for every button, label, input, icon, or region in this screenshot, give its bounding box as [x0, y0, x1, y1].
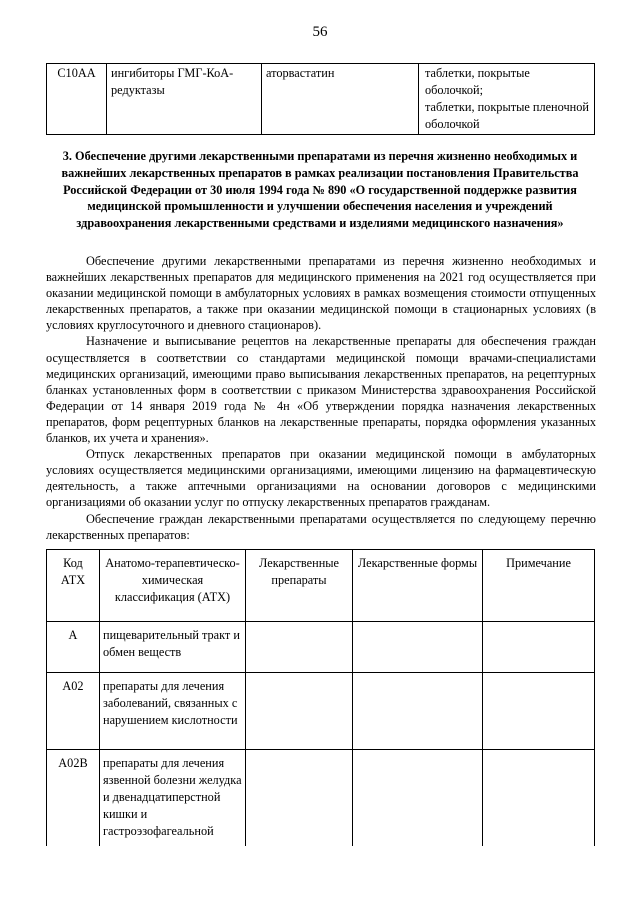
header-cell-drugs: Лекарственные препараты	[246, 550, 353, 622]
table-header-row	[47, 550, 595, 622]
table-row	[47, 64, 595, 135]
atc-code-cell: А02	[47, 673, 100, 750]
header-cell-classification: Анатомо-терапевтическо-химическая классификация (АТХ)	[100, 550, 246, 622]
drug-cell: аторвастатин	[262, 64, 419, 135]
classification-cell: пищеварительный тракт и обмен веществ	[100, 621, 246, 673]
body-text	[46, 253, 596, 543]
drug-cell	[246, 673, 353, 750]
paragraph: Обеспечение другими лекарственными препаратами из перечня жизненно необходимых и важнейших лекарственных препаратов для медицинского применения на 2021 год осуществляется при оказании медицинской помощи в амбулаторных условиях в рамках возмещения стоимости отпущенных лекарственных препаратов, а также при оказании медицинской помощи в стационарных условиях (в условиях круглосуточного и дневного стационаров).	[46, 254, 596, 333]
note-cell	[483, 621, 595, 673]
drug-list-table	[46, 549, 595, 846]
atc-code-cell: А02В	[47, 750, 100, 847]
note-cell	[483, 750, 595, 847]
header-cell-forms: Лекарственные формы	[353, 550, 483, 622]
drug-cell	[246, 750, 353, 847]
table-row	[47, 621, 595, 673]
classification-cell: препараты для лечения язвенной болезни желудка и двенадцатиперстной кишки и гастроэзофагеальной	[100, 750, 246, 847]
atc-code-cell: C10AA	[47, 64, 107, 135]
forms-cell	[419, 64, 595, 135]
form-cell	[353, 750, 483, 847]
table-row	[47, 673, 595, 750]
paragraph: Назначение и выписывание рецептов на лекарственные препараты для обеспечения граждан осуществляется в соответствии со стандартами медицинской помощи врачами-специалистами медицинских организаций, имеющими право выписывания лекарственных препаратов, на рецептурных бланках установленных форм в соответствии с приказом Министерства здравоохранения Российской Федерации от 14 января 2019 года № 4н «Об утверждении порядка назначения лекарственных препаратов, форм рецептурных бланков на лекарственные препараты, порядка оформления указанных бланков, их учета и хранения».	[46, 334, 596, 446]
header-cell-note: Примечание	[483, 550, 595, 622]
classification-cell: препараты для лечения заболеваний, связанных с нарушением кислотности	[100, 673, 246, 750]
classification-cell: ингибиторы ГМГ-КоА-редуктазы	[107, 64, 262, 135]
page-number: 56	[312, 24, 328, 40]
paragraph: Обеспечение граждан лекарственными препаратами осуществляется по следующему перечню лекарственных препаратов:	[46, 511, 596, 542]
paragraph: Отпуск лекарственных препаратов при оказании медицинской помощи в амбулаторных условиях осуществляется медицинскими организациями, имеющими лицензию на фармацевтическую деятельность, а также аптечными организациями на основании договоров с медицинскими организациями об оказании услуг по отпуску лекарственных препаратов гражданам.	[46, 447, 596, 510]
continuation-table	[46, 63, 595, 135]
form-item: таблетки, покрытые пленочной оболочкой	[425, 100, 589, 131]
drug-cell	[246, 621, 353, 673]
form-cell	[353, 673, 483, 750]
atc-code-cell: А	[47, 621, 100, 673]
note-cell	[483, 673, 595, 750]
table-row	[47, 750, 595, 847]
section-heading: 3. Обеспечение другими лекарственными препаратами из перечня жизненно необходимых и важнейших лекарственных препаратов в рамках реализации постановления Правительства Российской Федерации от 30 июля 1994 года № 890 «О государственной поддержке развития медицинской промышленности и улучшении обеспечения населения и учреждений здравоохранения лекарственными средствами и изделиями медицинского назначения»	[61, 149, 579, 231]
form-cell	[353, 621, 483, 673]
form-item: таблетки, покрытые оболочкой;	[425, 66, 530, 97]
header-cell-code: Код АТХ	[47, 550, 100, 622]
